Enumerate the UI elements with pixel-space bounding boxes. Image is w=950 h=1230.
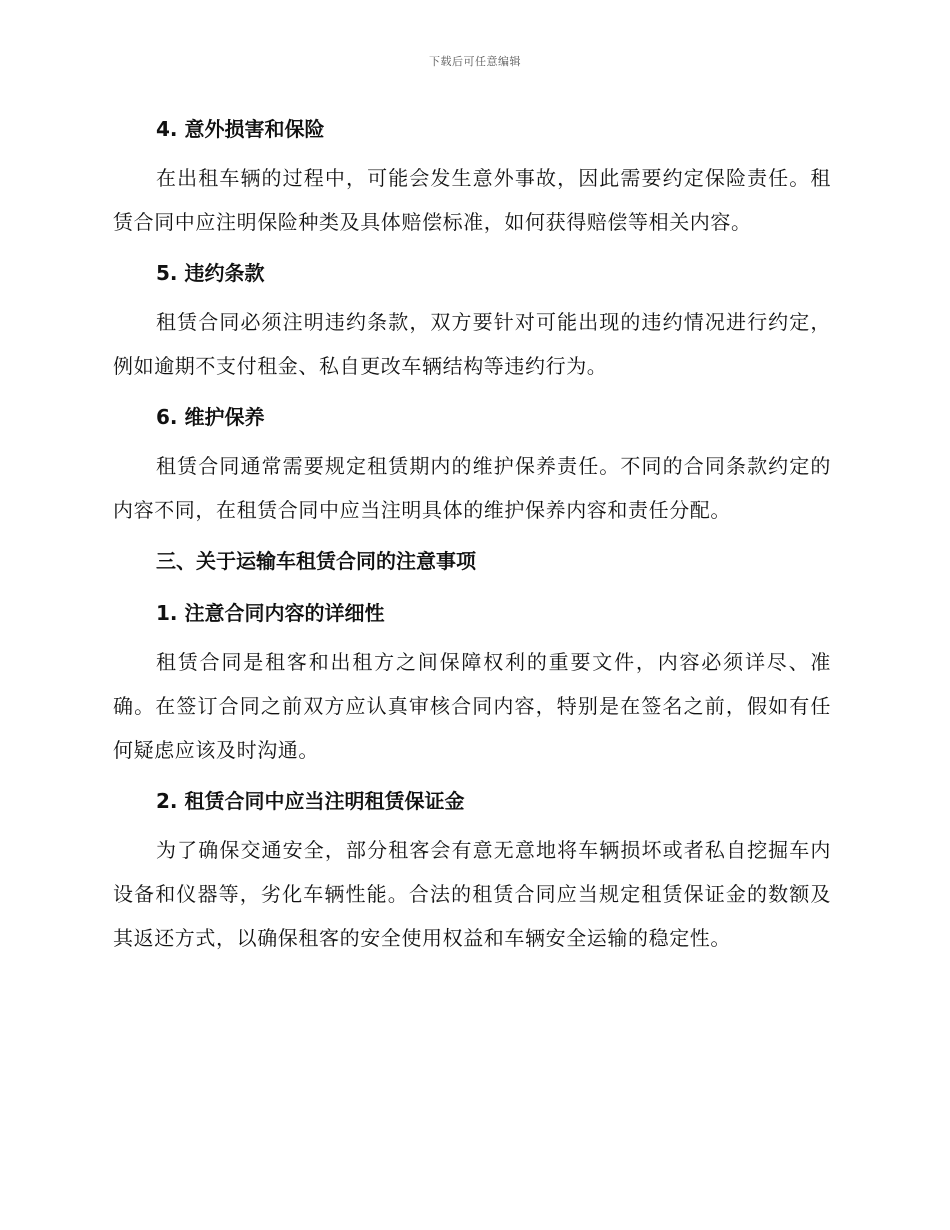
section-heading-maintenance: 6. 维护保养 bbox=[156, 405, 265, 429]
paragraph-detail: 租赁合同是租客和出租方之间保障权利的重要文件，内容必须详尽、准确。在签订合同之前双方应认真审核合同内容，特别是在签名之前，假如有任何疑虑应该及时沟通。 bbox=[113, 650, 831, 762]
section-heading-breach: 5. 违约条款 bbox=[156, 261, 265, 285]
chapter-heading-notes: 三、关于运输车租赁合同的注意事项 bbox=[156, 549, 476, 573]
section-heading-deposit: 2. 租赁合同中应当注明租赁保证金 bbox=[156, 789, 465, 813]
paragraph-deposit: 为了确保交通安全，部分租客会有意无意地将车辆损坏或者私自挖掘车内设备和仪器等，劣化车辆性能。合法的租赁合同应当规定租赁保证金的数额及其返还方式，以确保租客的安全使用权益和车辆安全运输的稳定性。 bbox=[113, 838, 831, 950]
paragraph-breach: 租赁合同必须注明违约条款，双方要针对可能出现的违约情况进行约定，例如逾期不支付租金、私自更改车辆结构等违约行为。 bbox=[113, 310, 831, 378]
document-body bbox=[113, 114, 831, 960]
paragraph-maintenance: 租赁合同通常需要规定租赁期内的维护保养责任。不同的合同条款约定的内容不同，在租赁合同中应当注明具体的维护保养内容和责任分配。 bbox=[113, 454, 831, 522]
section-heading-detail: 1. 注意合同内容的详细性 bbox=[156, 601, 385, 625]
section-heading-insurance: 4. 意外损害和保险 bbox=[156, 117, 325, 141]
paragraph-insurance: 在出租车辆的过程中，可能会发生意外事故，因此需要约定保险责任。租赁合同中应注明保险种类及具体赔偿标准，如何获得赔偿等相关内容。 bbox=[113, 166, 831, 234]
header-note: 下载后可任意编辑 bbox=[429, 55, 521, 68]
